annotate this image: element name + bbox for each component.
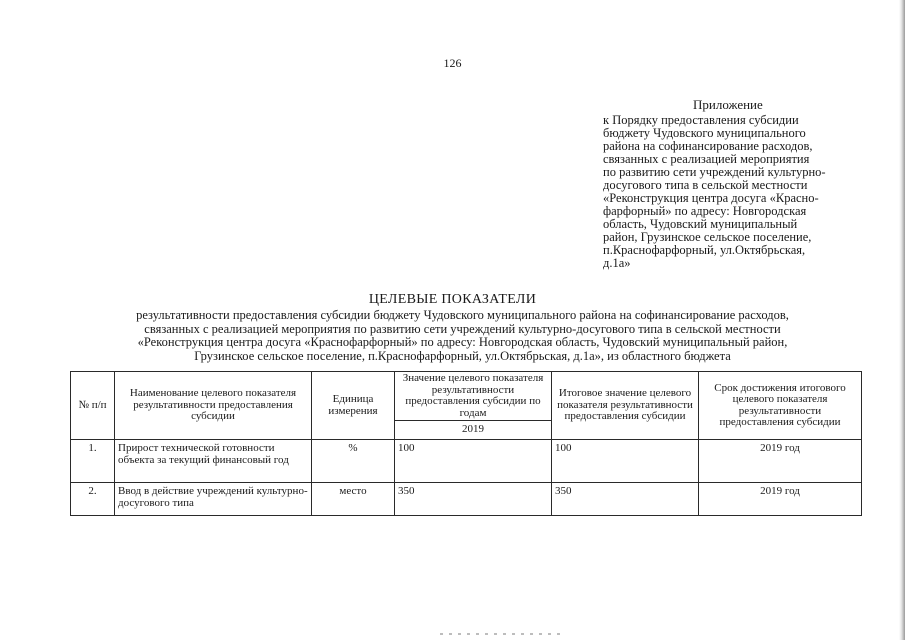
appendix-title: Приложение — [693, 97, 763, 112]
cell-value-2019: 350 — [395, 483, 552, 516]
table-row — [71, 483, 862, 516]
header-name: Наименование целевого показателя результативности предоставления субсидии — [115, 372, 312, 440]
scan-edge — [899, 0, 905, 640]
appendix-line: связанных с реализацией мероприятия — [603, 152, 810, 166]
header-deadline: Срок достижения итогового целевого показателя результативности предоставления субсидии — [699, 372, 862, 440]
appendix-body — [603, 114, 873, 270]
appendix-line: досугового типа в сельской местности — [603, 178, 808, 192]
document-title: ЦЕЛЕВЫЕ ПОКАЗАТЕЛИ — [368, 292, 537, 307]
appendix-line: к Порядку предоставления субсидии — [603, 113, 799, 127]
subtitle-line: результативности предоставления субсидии бюджету Чудовского муниципального района на софинансирование расходов, — [136, 308, 789, 322]
header-unit: Единица измерения — [312, 372, 395, 440]
header-target: Значение целевого показателя результативности предоставления субсидии по годам — [395, 372, 552, 421]
subtitle-line: Грузинское сельское поселение, п.Краснофарфорный, ул.Октябрьская, д.1а», из областного бюджета — [194, 348, 731, 363]
cell-name: Прирост технической готовности объекта за текущий финансовый год — [115, 440, 312, 483]
indicators-table — [70, 371, 862, 516]
cell-value-2019: 100 — [395, 440, 552, 483]
appendix-line: д.1а» — [603, 256, 631, 270]
appendix-line: п.Краснофарфорный, ул.Октябрьская, — [603, 243, 806, 257]
table-row — [71, 440, 862, 483]
cell-total: 100 — [552, 440, 699, 483]
appendix-line: района на софинансирование расходов, — [603, 139, 813, 153]
appendix-line: район, Грузинское сельское поселение, — [603, 230, 812, 244]
cell-total: 350 — [552, 483, 699, 516]
appendix-line: фарфорный» по адресу: Новгородская — [603, 204, 807, 218]
appendix-line: «Реконструкция центра досуга «Красно- — [603, 191, 819, 205]
header-year: 2019 — [395, 421, 552, 440]
appendix-line: по развитию сети учреждений культурно- — [603, 165, 826, 179]
cell-num: 1. — [71, 440, 115, 483]
cell-name: Ввод в действие учреждений культурно-досугового типа — [115, 483, 312, 516]
cell-unit: % — [312, 440, 395, 483]
subtitle-line: связанных с реализацией мероприятия по развитию сети учреждений культурно-досугового типа в сельской местности — [144, 321, 781, 336]
appendix-line: область, Чудовский муниципальный — [603, 217, 798, 231]
appendix-line: бюджету Чудовского муниципального — [603, 126, 806, 140]
cell-deadline: 2019 год — [699, 440, 862, 483]
cell-num: 2. — [71, 483, 115, 516]
document-subtitle — [60, 309, 865, 363]
cell-deadline: 2019 год — [699, 483, 862, 516]
subtitle-line: «Реконструкция центра досуга «Краснофарфорный» по адресу: Новгородская область, Чудовский муниципальный район, — [137, 335, 788, 349]
cell-unit: место — [312, 483, 395, 516]
page-number: 126 — [443, 56, 462, 70]
scan-artifact — [440, 633, 560, 635]
header-total: Итоговое значение целевого показателя результативности предоставления субсидии — [552, 372, 699, 440]
header-num: № п/п — [71, 372, 115, 440]
